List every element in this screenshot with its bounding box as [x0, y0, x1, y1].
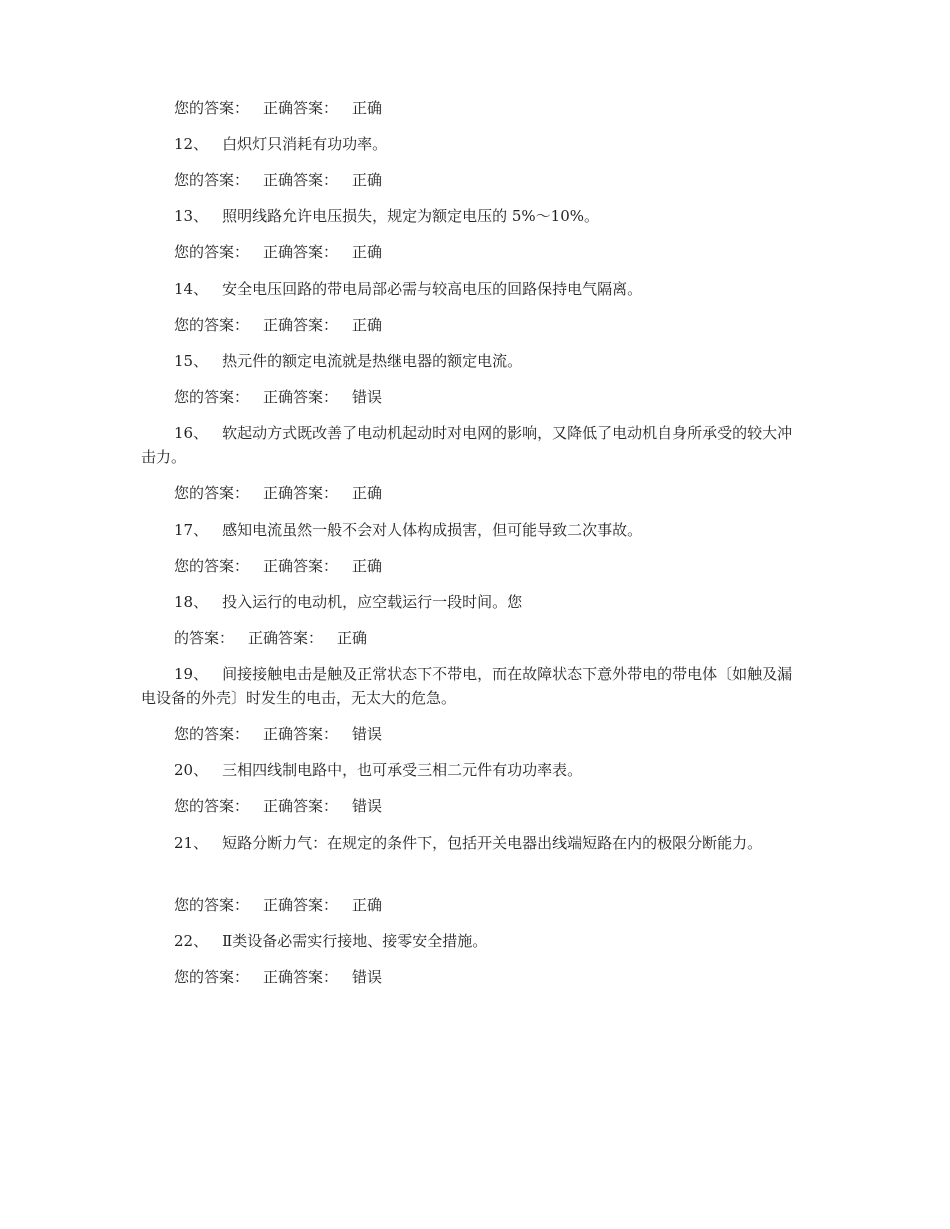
question-number: 15、 [174, 352, 209, 370]
correct-answer-value: 正确 [352, 557, 383, 575]
question-number: 20、 [174, 761, 209, 779]
correct-answer-value: 错误 [352, 725, 383, 743]
question-text: 间接接触电击是触及正常状态下不带电，而在故障状态下意外带电的带电体〔如触及漏电设备的外壳〕时发生的电击，无太大的危急。 [141, 665, 793, 707]
your-answer-label: 您的答案： [174, 171, 250, 189]
correct-answer-value: 正确 [352, 896, 383, 914]
correct-answer-value: 正确 [352, 243, 383, 261]
question-text: Ⅱ类设备必需实行接地、接零安全措施。 [222, 932, 488, 950]
question-13 [174, 204, 806, 228]
answer-line-15 [174, 385, 806, 409]
question-18 [174, 590, 806, 614]
question-19 [141, 662, 806, 710]
correct-answer-label: 正确答案： [263, 896, 339, 914]
your-answer-label: 您的答案： [174, 388, 250, 406]
your-answer-label-continued: 的答案： [174, 629, 235, 647]
correct-answer-label: 正确答案： [263, 968, 339, 986]
answer-line-16 [174, 481, 806, 505]
correct-answer-label: 正确答案： [263, 243, 339, 261]
correct-answer-value: 正确 [352, 171, 383, 189]
question-text: 软起动方式既改善了电动机起动时对电网的影响，又降低了电动机自身所承受的较大冲击力。 [141, 424, 793, 466]
question-21 [141, 831, 806, 855]
question-text: 短路分断力气：在规定的条件下，包括开关电器出线端短路在内的极限分断能力。 [222, 834, 763, 852]
question-number: 17、 [174, 521, 209, 539]
question-16 [141, 421, 806, 469]
question-text: 感知电流虽然一般不会对人体构成损害，但可能导致二次事故。 [222, 521, 643, 539]
answer-line-14 [174, 313, 806, 337]
your-answer-label: 您的答案： [174, 725, 250, 743]
answer-line-13 [174, 240, 806, 264]
answer-line-19 [174, 722, 806, 746]
question-text: 照明线路允许电压损失，规定为额定电压的 5%～10%。 [222, 207, 600, 225]
correct-answer-value: 错误 [352, 968, 383, 986]
answer-line-12 [174, 168, 806, 192]
correct-answer-label: 正确答案： [263, 797, 339, 815]
answer-line-17 [174, 554, 806, 578]
question-text: 安全电压回路的带电局部必需与较高电压的回路保持电气隔离。 [222, 280, 643, 298]
question-number: 13、 [174, 207, 209, 225]
question-text: 热元件的额定电流就是热继电器的额定电流。 [222, 352, 523, 370]
question-text: 白炽灯只消耗有功功率。 [222, 135, 388, 153]
question-12 [174, 132, 806, 156]
correct-answer-value: 正确 [352, 316, 383, 334]
answer-line-11 [174, 96, 806, 120]
your-answer-label: 您的答案： [174, 484, 250, 502]
correct-answer-label: 正确答案： [263, 484, 339, 502]
answer-line-22 [174, 965, 806, 989]
answer-line-21 [174, 893, 806, 917]
correct-answer-value: 错误 [352, 797, 383, 815]
your-answer-label: 您的答案： [174, 243, 250, 261]
your-answer-label: 您的答案： [174, 968, 250, 986]
question-17 [174, 518, 806, 542]
question-number: 21、 [174, 834, 209, 852]
question-22 [174, 929, 806, 953]
question-15 [174, 349, 806, 373]
your-answer-label: 您的答案： [174, 797, 250, 815]
correct-answer-value: 错误 [352, 388, 383, 406]
correct-answer-label: 正确答案： [263, 725, 339, 743]
question-number: 18、 [174, 593, 209, 611]
question-number: 12、 [174, 135, 209, 153]
correct-answer-label: 正确答案： [263, 557, 339, 575]
correct-answer-label: 正确答案： [263, 316, 339, 334]
answer-line-20 [174, 794, 806, 818]
correct-answer-label: 正确答案： [263, 388, 339, 406]
question-number: 14、 [174, 280, 209, 298]
question-14 [174, 277, 806, 301]
question-number: 19、 [174, 665, 209, 683]
question-20 [174, 758, 806, 782]
correct-answer-label: 正确答案： [263, 99, 339, 117]
question-number: 16、 [174, 424, 209, 442]
your-answer-label: 您的答案： [174, 557, 250, 575]
correct-answer-value: 正确 [337, 629, 368, 647]
answer-line-18 [174, 626, 806, 650]
correct-answer-value: 正确 [352, 484, 383, 502]
correct-answer-label: 正确答案： [248, 629, 324, 647]
your-answer-label: 您的答案： [174, 316, 250, 334]
correct-answer-label: 正确答案： [263, 171, 339, 189]
question-text: 投入运行的电动机，应空载运行一段时间。您 [222, 593, 523, 611]
question-text: 三相四线制电路中，也可承受三相二元件有功功率表。 [222, 761, 583, 779]
question-number: 22、 [174, 932, 209, 950]
correct-answer-value: 正确 [352, 99, 383, 117]
your-answer-label: 您的答案： [174, 99, 250, 117]
your-answer-label: 您的答案： [174, 896, 250, 914]
